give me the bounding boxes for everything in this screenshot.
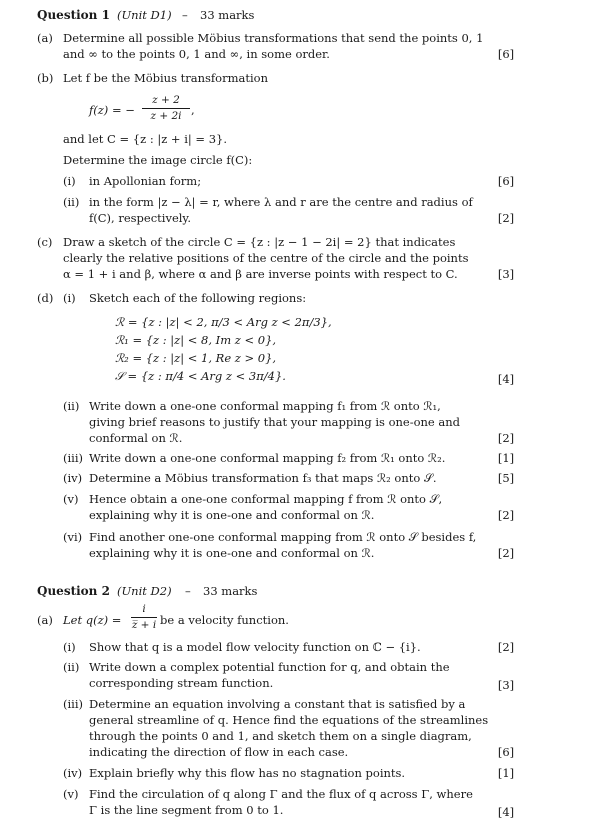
q1d-v-mark: [2] (497, 508, 515, 522)
q1d-iii-label: (iii) (63, 451, 84, 465)
q1d-i-label: (i) (63, 291, 76, 305)
q1d-label: (d) (37, 291, 54, 305)
q2-unit: (Unit D2) (117, 584, 172, 598)
q2a-iii-line1: Determine an equation involving a constant that is satisfied by a (89, 697, 466, 711)
q1d-iv-mark: [5] (497, 471, 515, 485)
q1d-vi-mark: [2] (497, 546, 515, 560)
q1b-label: (b) (37, 71, 54, 85)
q2a-v-line1: Find the circulation of q along Γ and the flux of q across Γ, where (89, 787, 473, 801)
q2a-iii-line4: indicating the direction of flow in each case. (89, 745, 349, 759)
q1d-iv-text: Determine a Möbius transformation f₃ that maps ℛ₂ onto 𝒮. (89, 471, 437, 485)
q1a-line1: Determine all possible Möbius transformations that send the points 0, 1 (63, 31, 484, 45)
q1d-ii-mark: [2] (497, 431, 515, 445)
q2a-iv-label: (iv) (63, 766, 83, 780)
q1d-vi-label: (vi) (63, 530, 83, 544)
q1d-ii-line2: giving brief reasons to justify that your mapping is one-one and (89, 415, 461, 429)
q1d-ii-line1: Write down a one-one conformal mapping f₁ from ℛ onto ℛ₁, (89, 399, 441, 413)
q1d-vi-line1: Find another one-one conformal mapping from ℛ onto 𝒮 besides f, (89, 530, 477, 544)
q1-unit: (Unit D1) (117, 8, 172, 22)
q1b-ii-line2: f(C), respectively. (89, 211, 192, 225)
q2a-fraction-bar (131, 617, 157, 618)
q2a-v-label: (v) (63, 787, 79, 801)
q2a-iii-line3: through the points 0 and 1, and sketch them on a single diagram, (89, 729, 472, 743)
q1b-ii-mark: [2] (497, 211, 515, 225)
q1b-fz-comma: , (191, 103, 195, 117)
q1d-v-label: (v) (63, 492, 79, 506)
q1b-ii-label: (ii) (63, 195, 80, 209)
q1d-region-R1: ℛ₁ = {z : |z| < 8, Im z < 0}, (115, 333, 277, 347)
q1-dash: – (182, 8, 188, 22)
q2a-ii-line2: corresponding stream function. (89, 676, 274, 690)
q1-title: Question 1 (37, 8, 110, 22)
q1b-i-label: (i) (63, 174, 76, 188)
q1b-fz-denominator: z + 2i (150, 110, 182, 122)
q1a-mark: [6] (497, 47, 515, 61)
q2-title: Question 2 (37, 584, 110, 598)
q1c-line3: α = 1 + i and β, where α and β are inverse points with respect to C. (63, 267, 458, 281)
q1d-region-R: ℛ = {z : |z| < 2, π/3 < Arg z < 2π/3}, (115, 315, 332, 329)
q2a-iii-mark: [6] (497, 745, 515, 759)
q1d-ii-line3: conformal on ℛ. (89, 431, 183, 445)
q2a-iii-line2: general streamline of q. Hence find the equations of the streamlines (89, 713, 489, 727)
q1d-ii-label: (ii) (63, 399, 80, 413)
q1b-ii-line1: in the form |z − λ| = r, where λ and r are the centre and radius of (89, 195, 473, 209)
q1d-i-text: Sketch each of the following regions: (89, 291, 307, 305)
q2a-iii-label: (iii) (63, 697, 84, 711)
q1c-line1: Draw a sketch of the circle C = {z : |z − 1 − 2i| = 2} that indicates (63, 235, 456, 249)
q2a-iv-mark: [1] (497, 766, 515, 780)
q2a-ii-label: (ii) (63, 660, 80, 674)
q1d-region-R2: ℛ₂ = {z : |z| < 1, Re z > 0}, (115, 351, 277, 365)
q1b-fz-lhs: f(z) = − (89, 103, 135, 117)
q2a-ii-mark: [3] (497, 678, 515, 692)
q1c-mark: [3] (497, 267, 515, 281)
q2a-v-mark: [4] (497, 805, 515, 819)
q2a-i-label: (i) (63, 640, 76, 654)
q2-marks: 33 marks (203, 584, 258, 598)
q1b-fz-numerator: z + 2 (152, 94, 180, 106)
q2a-label: (a) (37, 613, 53, 627)
q1b-fraction-bar (142, 108, 190, 109)
q1d-v-line2: explaining why it is one-one and conformal on ℛ. (89, 508, 375, 522)
q2a-ii-line1: Write down a complex potential function for q, and obtain the (89, 660, 450, 674)
q1d-vi-line2: explaining why it is one-one and conformal on ℛ. (89, 546, 375, 560)
q2a-denominator: z̅ + i (131, 619, 157, 631)
q1d-i-mark: [4] (497, 372, 515, 386)
q1c-label: (c) (37, 235, 53, 249)
q2a-i-mark: [2] (497, 640, 515, 654)
q2a-v-line2: Γ is the line segment from 0 to 1. (89, 803, 284, 817)
q1b-intro: Let f be the Möbius transformation (63, 71, 268, 85)
q1c-line2: clearly the relative positions of the centre of the circle and the points (63, 251, 469, 265)
q1b-andlet: and let C = {z : |z + i| = 3}. (63, 132, 228, 146)
q1d-v-line1: Hence obtain a one-one conformal mapping f from ℛ onto 𝒮, (89, 492, 443, 506)
q1-marks: 33 marks (200, 8, 255, 22)
q1d-iv-label: (iv) (63, 471, 83, 485)
q2a-numerator: i (142, 603, 146, 615)
q1b-i-text: in Apollonian form; (89, 174, 202, 188)
q1a-label: (a) (37, 31, 53, 45)
q1a-line2: and ∞ to the points 0, 1 and ∞, in some order. (63, 47, 330, 61)
q1d-region-S: 𝒮 = {z : π/4 < Arg z < 3π/4}. (115, 369, 286, 383)
q1d-iii-text: Write down a one-one conformal mapping f₂ from ℛ₁ onto ℛ₂. (89, 451, 446, 465)
q2-dash: – (185, 584, 191, 598)
q1b-determine: Determine the image circle f(C): (63, 153, 253, 167)
q2a-let: Let q(z) = (63, 613, 122, 627)
q1d-iii-mark: [1] (497, 451, 515, 465)
q2a-iv-text: Explain briefly why this flow has no stagnation points. (89, 766, 406, 780)
q1b-i-mark: [6] (497, 174, 515, 188)
q2a-after: be a velocity function. (160, 613, 289, 627)
q2a-i-text: Show that q is a model flow velocity function on ℂ − {i}. (89, 640, 421, 654)
